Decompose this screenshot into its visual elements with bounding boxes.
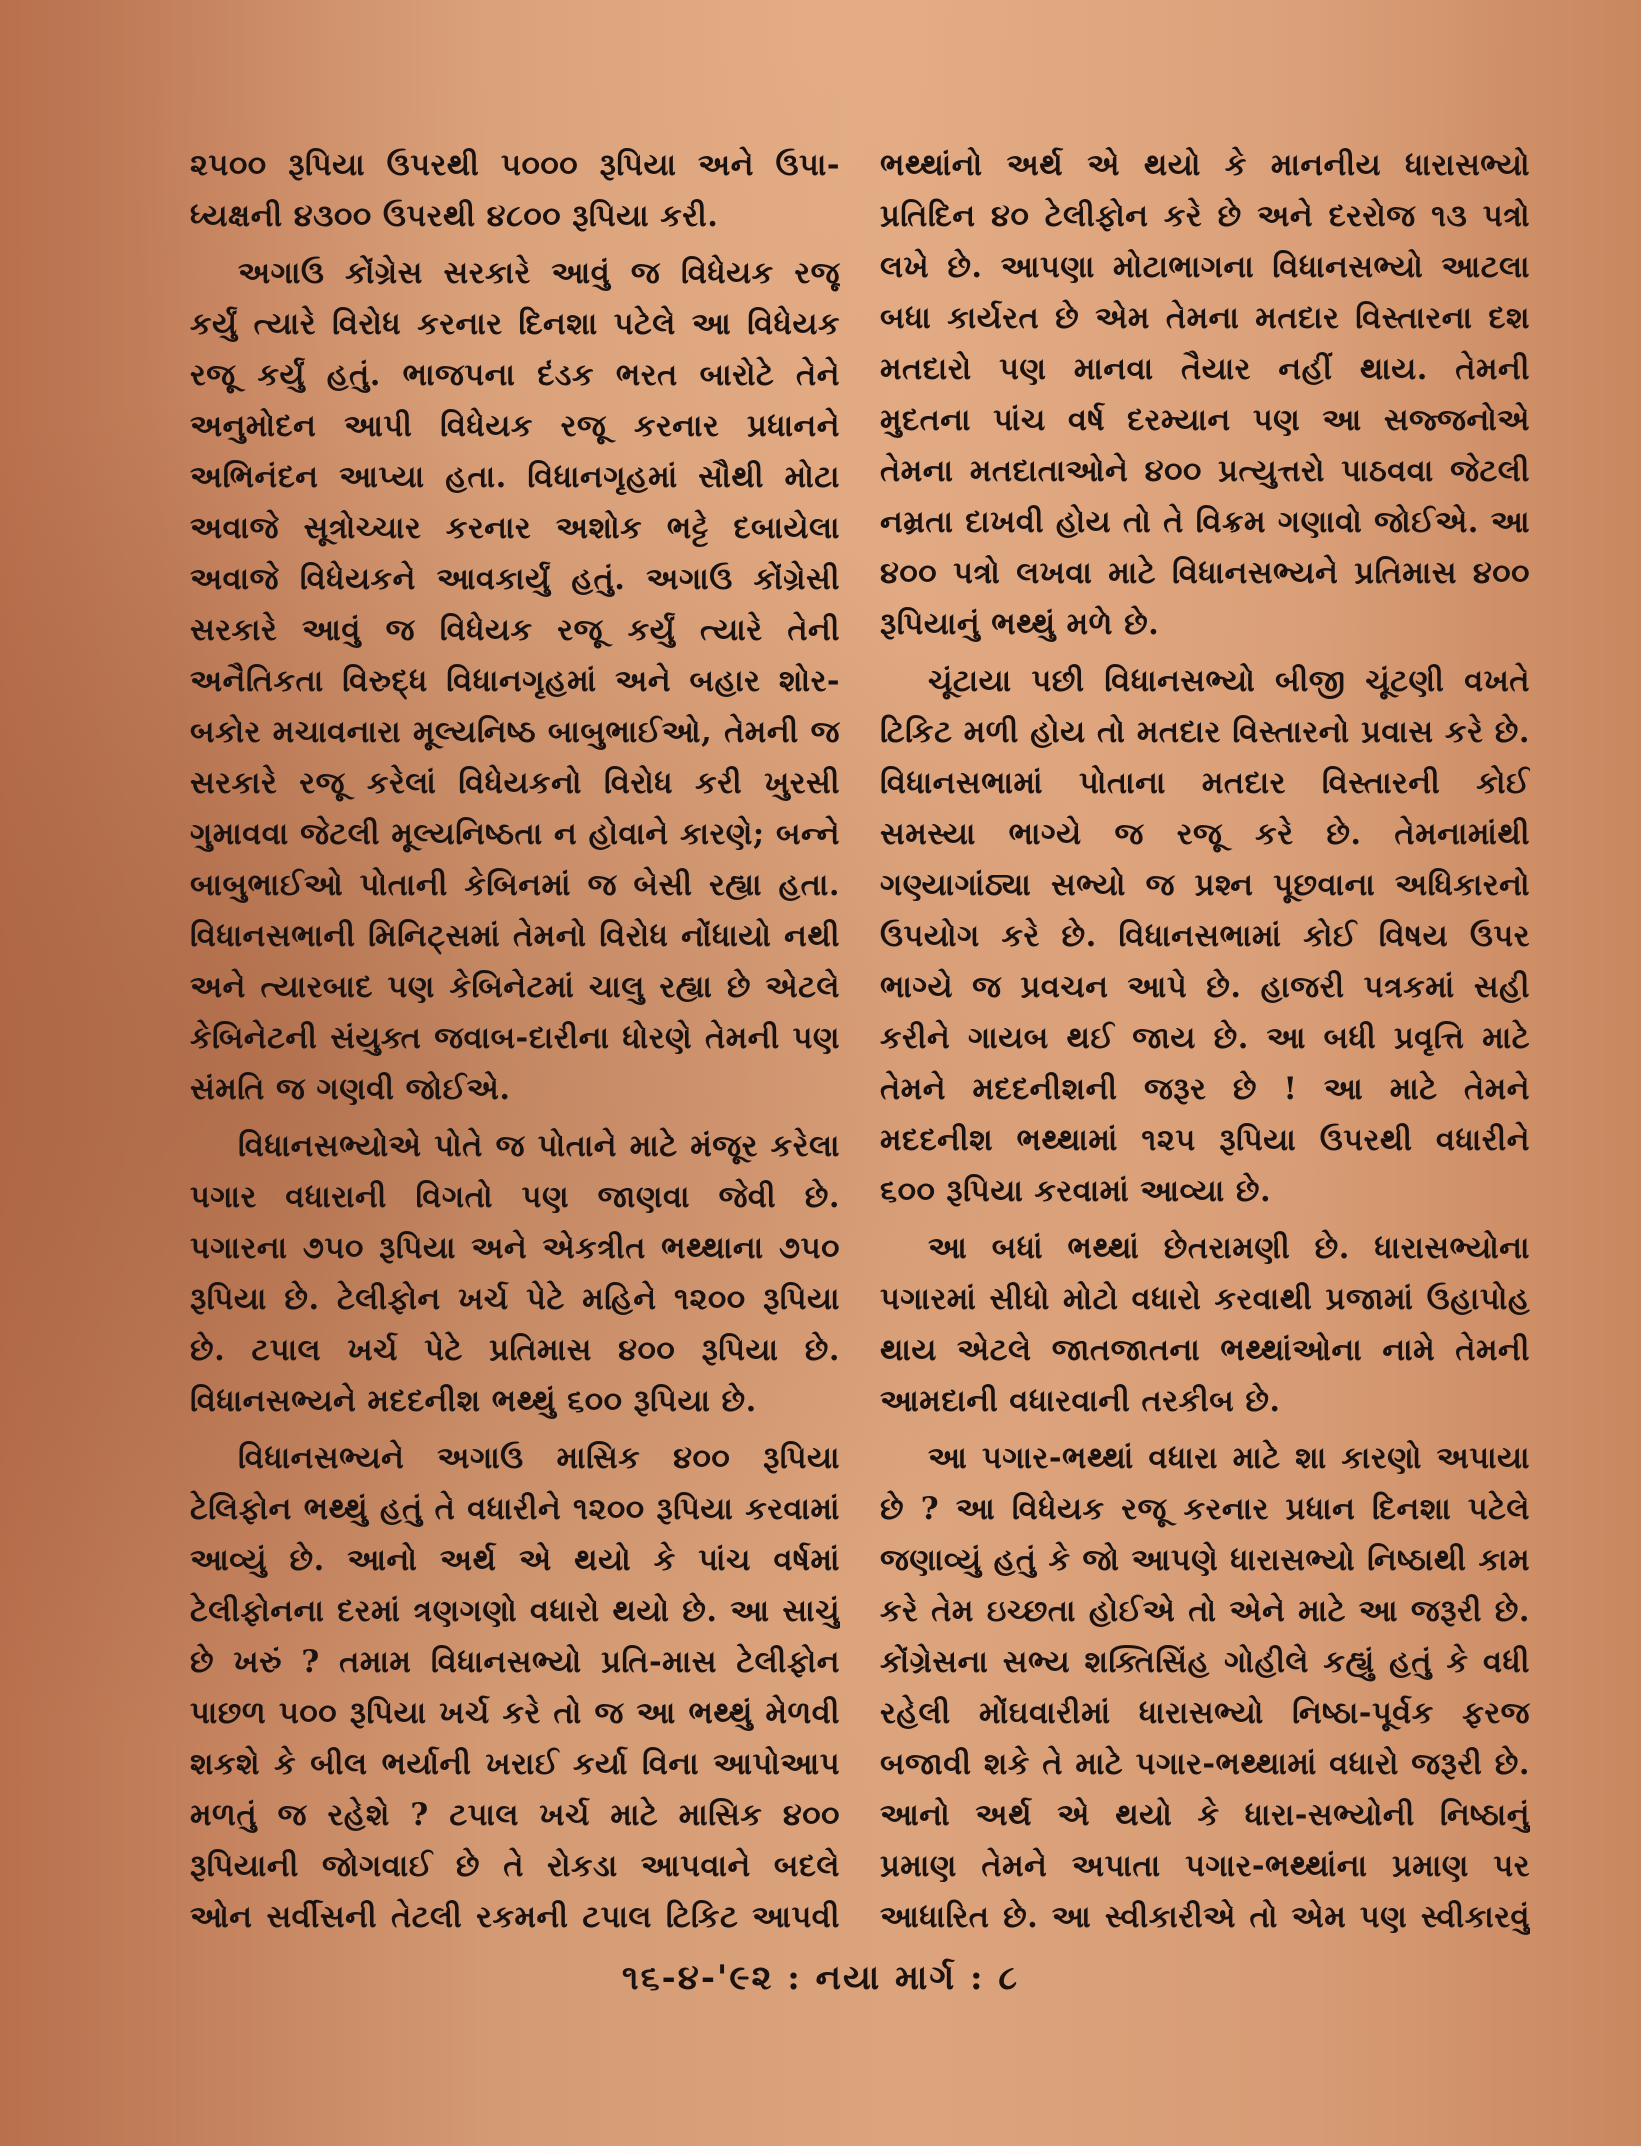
left-paragraph-2: અગાઉ કોંગ્રેસ સરકારે આવું જ વિધેયક રજૂ કર્યું ત્યારે વિરોધ કરનાર દિનશા પટેલે આ વિધેયક રજૂ કર્યું હતું. ભાજપના દંડક ભરત બારોટે તેને અનુમોદન આપી વિધેયક રજૂ કરનાર પ્રધાનને અભિનંદન આપ્યા હતા. વિધાનગૃહમાં સૌથી મોટા અવાજે સૂત્રોચ્ચાર કરનાર અશોક ભટ્ટે દબાયેલા અવાજે વિધેયકને આવકાર્યું હતું. અગાઉ કોંગ્રેસી સરકારે આવું જ વિધેયક રજૂ કર્યું ત્યારે તેની અનૈતિકતા વિરુદ્ધ વિધાનગૃહમાં અને બહાર શોર-બકોર મચાવનારા મૂલ્યનિષ્ઠ બાબુભાઈઓ, તેમની જ સરકારે રજૂ કરેલાં વિધેયકનો વિરોધ કરી ખુરસી ગુમાવવા જેટલી મૂલ્યનિષ્ઠતા ન હોવાને કારણે; બન્ને બાબુભાઈઓ પોતાની કેબિનમાં જ બેસી રહ્યા હતા. વિધાનસભાની મિનિટ્સમાં તેમનો વિરોધ નોંધાયો નથી અને ત્યારબાદ પણ કેબિનેટમાં ચાલુ રહ્યા છે એટલે કેબિનેટની સંયુક્ત જવાબ-દારીના ધોરણે તેમની પણ સંમતિ જ ગણવી જોઈએ. [190,255,840,1107]
right-paragraph-2: ચૂંટાયા પછી વિધાનસભ્યો બીજી ચૂંટણી વખતે ટિકિટ મળી હોય તો મતદાર વિસ્તારનો પ્રવાસ કરે છે. વિધાનસભામાં પોતાના મતદાર વિસ્તારની કોઈ સમસ્યા ભાગ્યે જ રજૂ કરે છે. તેમનામાંથી ગણ્યાગાંઠ્યા સભ્યો જ પ્રશ્ન પૂછવાના અધિકારનો ઉપયોગ કરે છે. વિધાનસભામાં કોઈ વિષય ઉપર ભાગ્યે જ પ્રવચન આપે છે. હાજરી પત્રકમાં સહી કરીને ગાયબ થઈ જાય છે. આ બધી પ્રવૃત્તિ માટે તેમને મદદનીશની જરૂર છે ! આ માટે તેમને મદદનીશ ભથ્થામાં ૧૨૫ રૂપિયા ઉપરથી વધારીને ૬૦૦ રૂપિયા કરવામાં આવ્યા છે. [880,663,1530,1209]
right-paragraph-3: આ બધાં ભથ્થાં છેતરામણી છે. ધારાસભ્યોના પગારમાં સીધો મોટો વધારો કરવાથી પ્રજામાં ઉહાપોહ થાય એટલે જાતજાતના ભથ્થાંઓના નામે તેમની આમદાની વધારવાની તરકીબ છે. [880,1230,1530,1419]
article-body [190,140,1530,1940]
right-paragraph-1: ભથ્થાંનો અર્થ એ થયો કે માનનીય ધારાસભ્યો પ્રતિદિન ૪૦ ટેલીફોન કરે છે અને દરરોજ ૧૩ પત્રો લખે છે. આપણા મોટાભાગના વિધાનસભ્યો આટલા બધા કાર્યરત છે એમ તેમના મતદાર વિસ્તારના દશ મતદારો પણ માનવા તૈયાર નહીં થાય. તેમની મુદતના પાંચ વર્ષ દરમ્યાન પણ આ સજ્જનોએ તેમના મતદાતાઓને ૪૦૦ પ્રત્યુત્તરો પાઠવવા જેટલી નમ્રતા દાખવી હોય તો તે વિક્રમ ગણાવો જોઈએ. આ ૪૦૦ પત્રો લખવા માટે વિધાનસભ્યને પ્રતિમાસ ૪૦૦ રૂપિયાનું ભથ્થું મળે છે. [880,147,1530,642]
left-paragraph-4: વિધાનસભ્યને અગાઉ માસિક ૪૦૦ રૂપિયા ટેલિફોન ભથ્થું હતું તે વધારીને ૧૨૦૦ રૂપિયા કરવામાં આવ્યું છે. આનો અર્થ એ થયો કે પાંચ વર્ષમાં ટેલીફોનના દરમાં ત્રણગણો વધારો થયો છે. આ સાચું છે ખરું ? તમામ વિધાનસભ્યો પ્રતિ-માસ ટેલીફોન પાછળ ૫૦૦ રૂપિયા ખર્ચ કરે તો જ આ ભથ્થું મેળવી શકશે કે બીલ ભર્યાની ખરાઈ કર્યા વિના આપોઆપ મળતું જ રહેશે ? ટપાલ ખર્ચ માટે માસિક ૪૦૦ રૂપિયાની જોગવાઈ છે તે રોકડા આપવાને બદલે ઓન સર્વીસની તેટલી રકમની ટપાલ ટિકિટ આપવી [190,1440,840,1935]
right-paragraph-4: આ પગાર-ભથ્થાં વધારા માટે શા કારણો અપાયા છે ? આ વિધેયક રજૂ કરનાર પ્રધાન દિનશા પટેલે જણાવ્યું હતું કે જો આપણે ધારાસભ્યો નિષ્ઠાથી કામ કરે તેમ ઇચ્છતા હોઈએ તો એને માટે આ જરૂરી છે. કોંગ્રેસના સભ્ય શક્તિસિંહ ગોહીલે કહ્યું હતું કે વધી રહેલી મોંઘવારીમાં ધારાસભ્યો નિષ્ઠા-પૂર્વક ફરજ બજાવી શકે તે માટે પગાર-ભથ્થામાં વધારો જરૂરી છે. આનો અર્થ એ થયો કે ધારા-સભ્યોની નિષ્ઠાનું પ્રમાણ તેમને અપાતા પગાર-ભથ્થાંના પ્રમાણ પર આધારિત છે. આ સ્વીકારીએ તો એમ પણ સ્વીકારવું [880,1440,1530,1935]
page-footer: ૧૬-૪-'૯૨ : નયા માર્ગ : ૮ [621,1958,1020,1998]
left-paragraph-1: ૨૫૦૦ રૂપિયા ઉપરથી ૫૦૦૦ રૂપિયા અને ઉપા-ધ્યક્ષની ૪૩૦૦ ઉપરથી ૪૮૦૦ રૂપિયા કરી. [190,147,840,234]
right-column [880,140,1530,1940]
left-paragraph-3: વિધાનસભ્યોએ પોતે જ પોતાને માટે મંજૂર કરેલા પગાર વધારાની વિગતો પણ જાણવા જેવી છે. પગારના ૭૫૦ રૂપિયા અને એકત્રીત ભથ્થાના ૭૫૦ રૂપિયા છે. ટેલીફોન ખર્ચ પેટે મહિને ૧૨૦૦ રૂપિયા છે. ટપાલ ખર્ચ પેટે પ્રતિમાસ ૪૦૦ રૂપિયા છે. વિધાનસભ્યને મદદનીશ ભથ્થું ૬૦૦ રૂપિયા છે. [190,1128,840,1419]
left-column [190,140,840,1940]
